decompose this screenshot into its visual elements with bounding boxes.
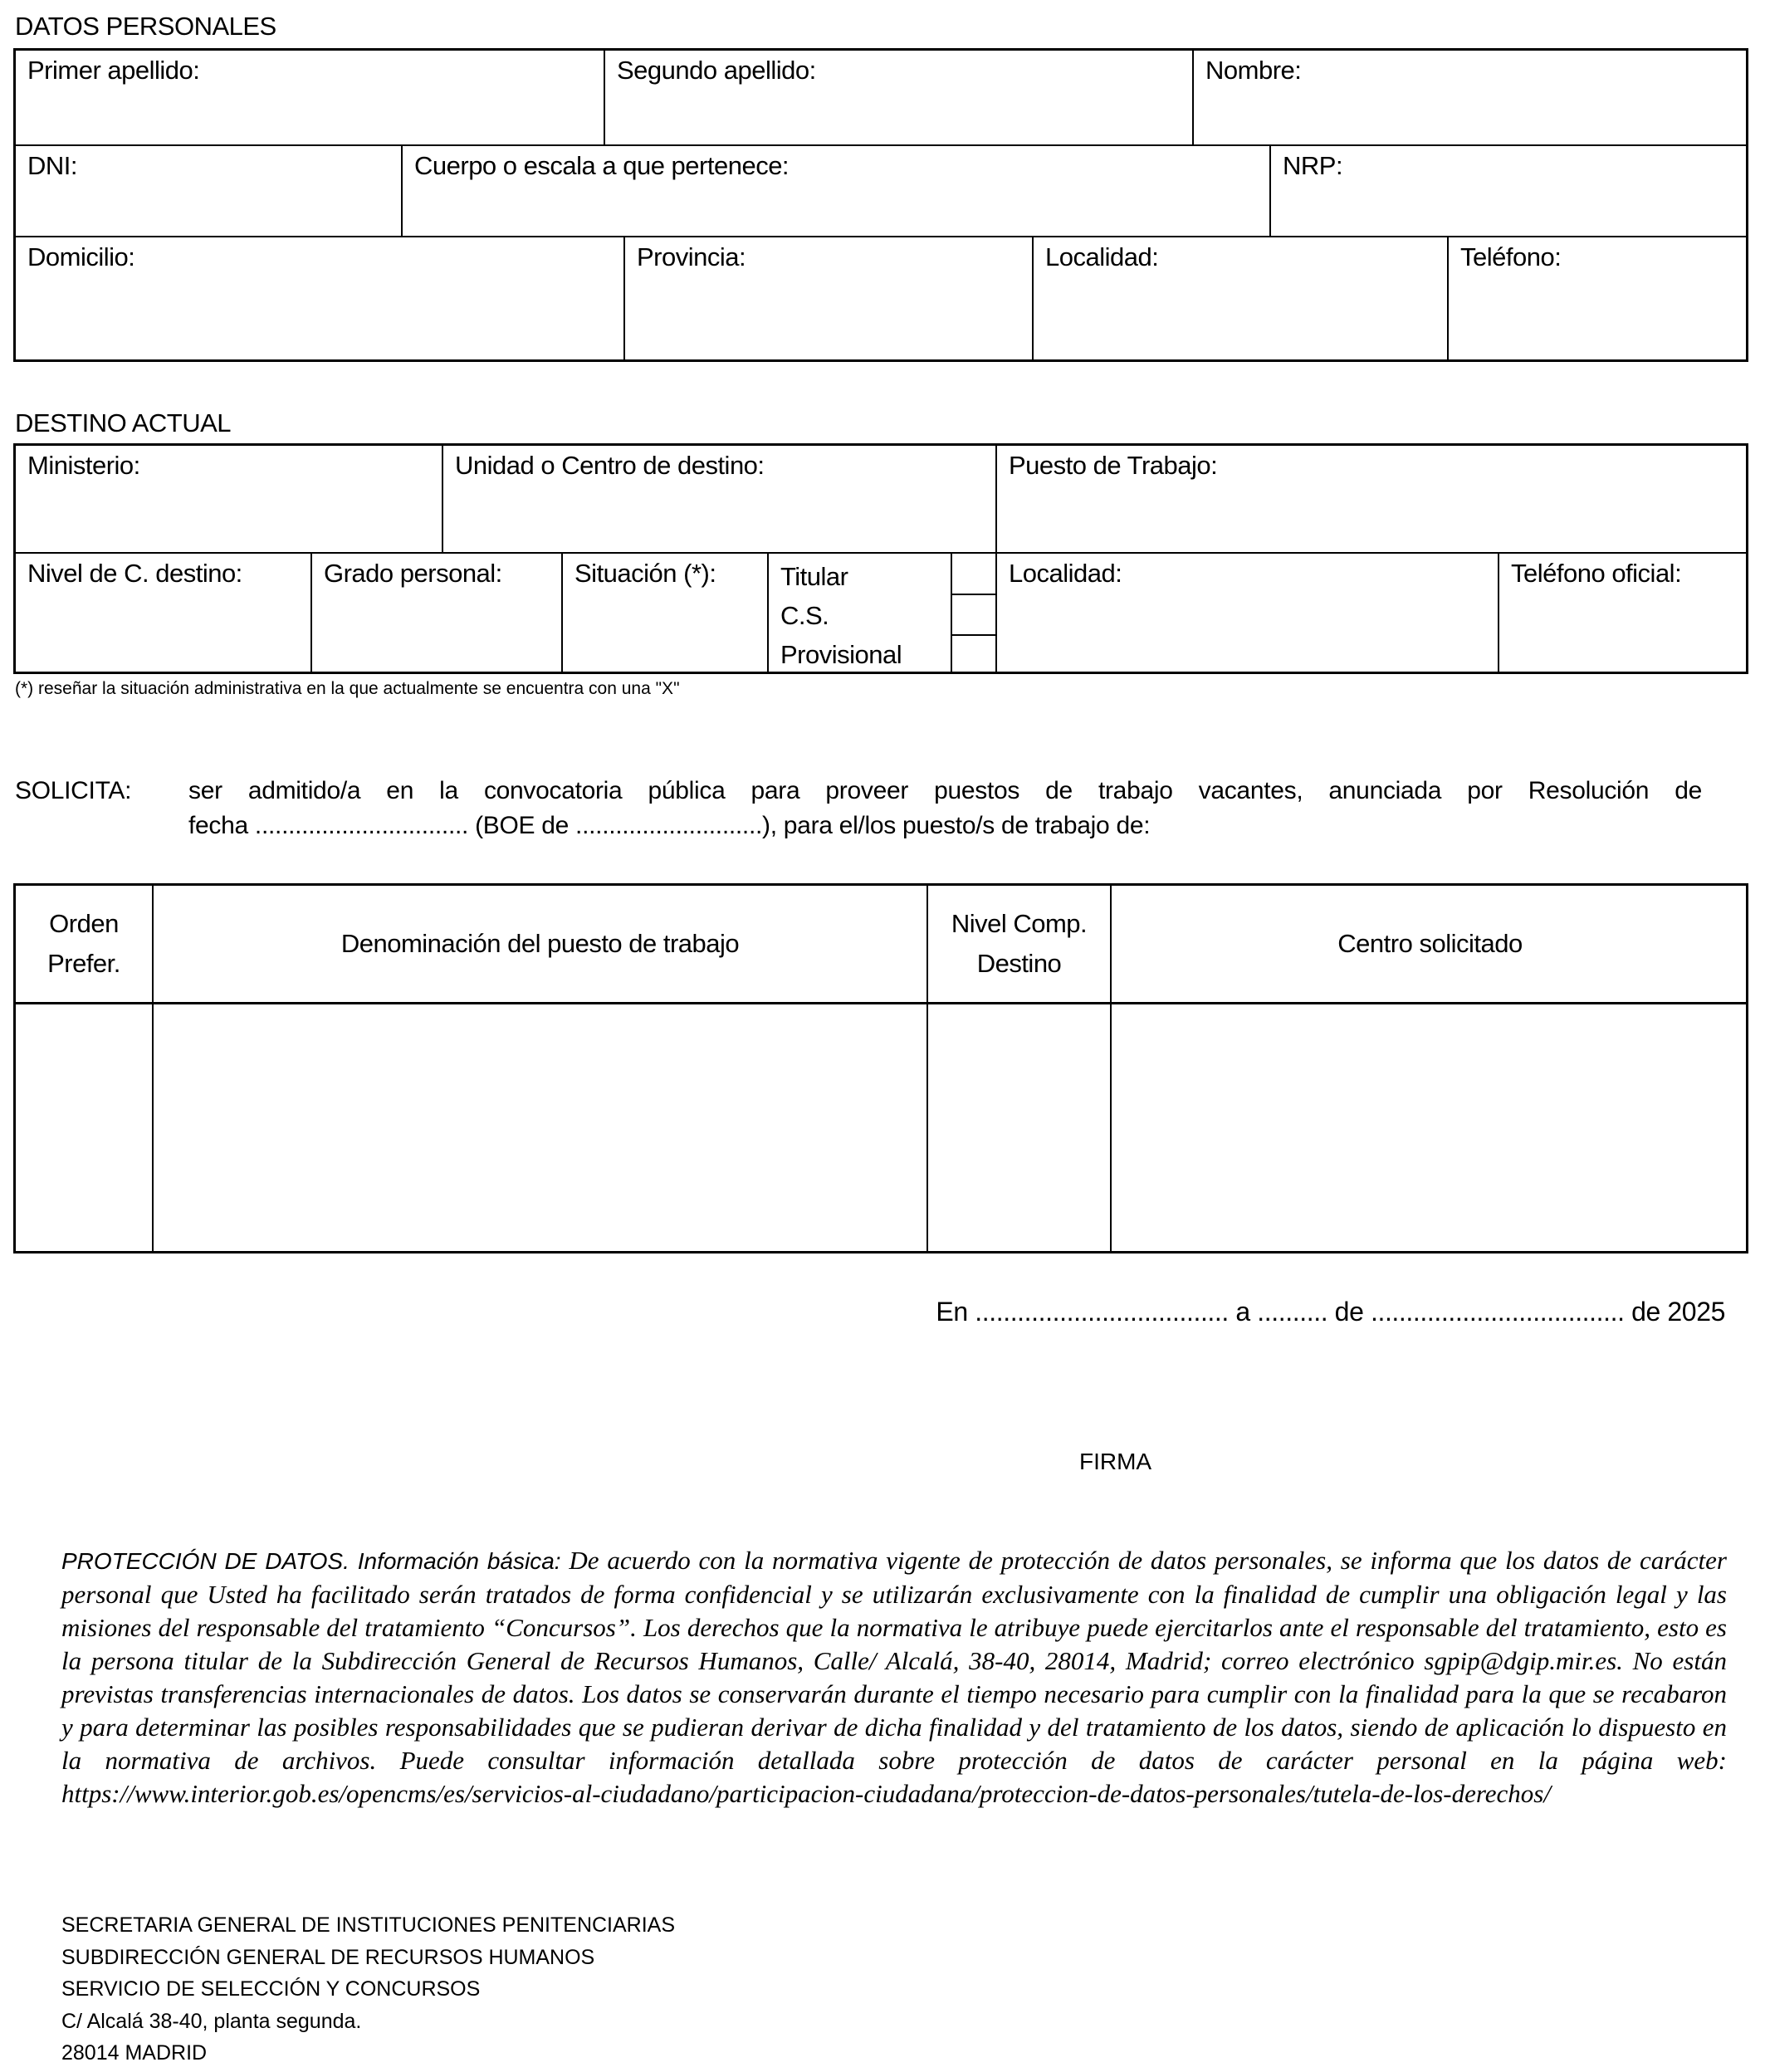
field-domicilio[interactable] <box>16 237 625 359</box>
header-denominacion: Denominación del puesto de trabajo <box>340 929 740 958</box>
label: NRP: <box>1283 151 1343 180</box>
cell-denominacion[interactable] <box>154 1004 927 1251</box>
field-puesto-trabajo[interactable] <box>997 446 1748 554</box>
label: Nivel de C. destino: <box>27 559 242 588</box>
field-nrp[interactable] <box>1271 146 1748 237</box>
situacion-note: (*) reseñar la situación administrativa en la que actualmente se encuentra con una "X" <box>15 679 680 698</box>
label: DNI: <box>27 151 77 180</box>
field-cuerpo[interactable] <box>403 146 1271 237</box>
situacion-options <box>769 554 952 672</box>
footer-line: SECRETARIA GENERAL DE INSTITUCIONES PENITENCIARIAS <box>61 1913 676 1937</box>
proteccion-datos-paragraph <box>61 1544 1727 1811</box>
solicita-label: SOLICITA: <box>15 777 132 804</box>
label: Domicilio: <box>27 242 135 271</box>
label: Primer apellido: <box>27 56 200 85</box>
header-nivel: Nivel Comp. Destino <box>951 909 1088 978</box>
firma-label: FIRMA <box>1079 1449 1152 1474</box>
cell-centro[interactable] <box>1112 1004 1746 1251</box>
solicita-line-1: ser admitido/a en la convocatoria pública para proveer puestos de trabajo vacantes, anunciada por Resolución de <box>188 777 1702 804</box>
field-telefono[interactable] <box>1449 237 1748 359</box>
field-grado[interactable] <box>312 554 563 672</box>
label: Puesto de Trabajo: <box>1009 451 1218 480</box>
section-title-destino-actual: DESTINO ACTUAL <box>15 408 231 437</box>
footer-line: SUBDIRECCIÓN GENERAL DE RECURSOS HUMANOS <box>61 1945 595 1969</box>
footer-address <box>61 1909 675 2070</box>
proteccion-text: De acuerdo con la normativa vigente de protección de datos personales, se informa que los datos de carácter personal que Usted ha facilitado serán tratados de forma confidencial y se utilizarán exclusivamente con la finalidad de cumplir una obligación legal y las misiones del responsable del tratamiento “Concursos”. Los derechos que la normativa le atribuye puede ejercitarlos ante el responsable del tratamiento, esto es la persona titular de la Subdirección General de Recursos Humanos, Calle/ Alcalá, 38-40, 28014, Madrid; correo electrónico sgpip@dgip.mir.es. No están previstas transferencias internacionales de datos. Los datos se conservarán durante el tiempo necesario para cumplir con la finalidad para la que se recabaron y para determinar las posibles responsabilidades que se pudieran derivar de dicha finalidad y del tratamiento de los datos, siendo de aplicación lo dispuesto en la normativa de archivos. Puede consultar información detallada sobre protección de datos de carácter personal en la página web: https://www.interior.gob.es/opencms/es/servicios-al-ciudadano/participacion-ciudadana/proteccion-de-datos-personales/tutela-de-los-derechos/ <box>61 1546 1727 1808</box>
label: Teléfono: <box>1460 242 1562 271</box>
field-primer-apellido[interactable] <box>16 51 605 146</box>
destino-table <box>13 443 1748 674</box>
label: Unidad o Centro de destino: <box>455 451 765 480</box>
personal-data-table <box>13 48 1748 362</box>
label: Teléfono oficial: <box>1511 559 1682 588</box>
label: Localidad: <box>1045 242 1159 271</box>
proteccion-lead: PROTECCIÓN DE DATOS. Información básica: <box>61 1548 561 1574</box>
label: Localidad: <box>1009 559 1122 588</box>
label: Situación (*): <box>574 559 716 588</box>
lugar-fecha-line: En .................................... a .......... de .................................... de 2025 <box>936 1297 1725 1327</box>
option-titular: Titular <box>780 562 848 591</box>
header-orden: Orden Prefer. <box>47 909 120 978</box>
cell-orden[interactable] <box>16 1004 152 1251</box>
field-dni[interactable] <box>16 146 403 237</box>
label: Segundo apellido: <box>617 56 816 85</box>
footer-line: SERVICIO DE SELECCIÓN Y CONCURSOS <box>61 1977 481 2001</box>
option-cs: C.S. <box>780 601 829 630</box>
checkbox-cs[interactable] <box>952 595 997 636</box>
label: Nombre: <box>1205 56 1302 85</box>
field-nombre[interactable] <box>1194 51 1748 146</box>
puestos-table <box>13 883 1748 1253</box>
checkbox-titular[interactable] <box>952 554 997 595</box>
solicita-line-2: fecha ................................ (BOE de ............................), para el/los puesto/s de trabajo de: <box>188 812 1151 839</box>
field-situacion <box>563 554 769 672</box>
label: Grado personal: <box>324 559 502 588</box>
field-unidad[interactable] <box>443 446 997 554</box>
field-ministerio[interactable] <box>16 446 443 554</box>
checkbox-provisional[interactable] <box>952 636 997 672</box>
field-localidad-destino[interactable] <box>997 554 1499 672</box>
header-centro: Centro solicitado <box>1337 929 1523 958</box>
field-provincia[interactable] <box>625 237 1034 359</box>
label: Provincia: <box>637 242 746 271</box>
cell-nivel[interactable] <box>928 1004 1110 1251</box>
section-title-datos-personales: DATOS PERSONALES <box>15 12 276 41</box>
field-localidad[interactable] <box>1034 237 1449 359</box>
footer-line: 28014 MADRID <box>61 2041 208 2065</box>
field-segundo-apellido[interactable] <box>605 51 1194 146</box>
label: Cuerpo o escala a que pertenece: <box>414 151 790 180</box>
label: Ministerio: <box>27 451 140 480</box>
footer-line: C/ Alcalá 38-40, planta segunda. <box>61 2009 362 2033</box>
option-provisional: Provisional <box>780 640 902 669</box>
field-telefono-oficial[interactable] <box>1499 554 1748 672</box>
field-nivel[interactable] <box>16 554 312 672</box>
